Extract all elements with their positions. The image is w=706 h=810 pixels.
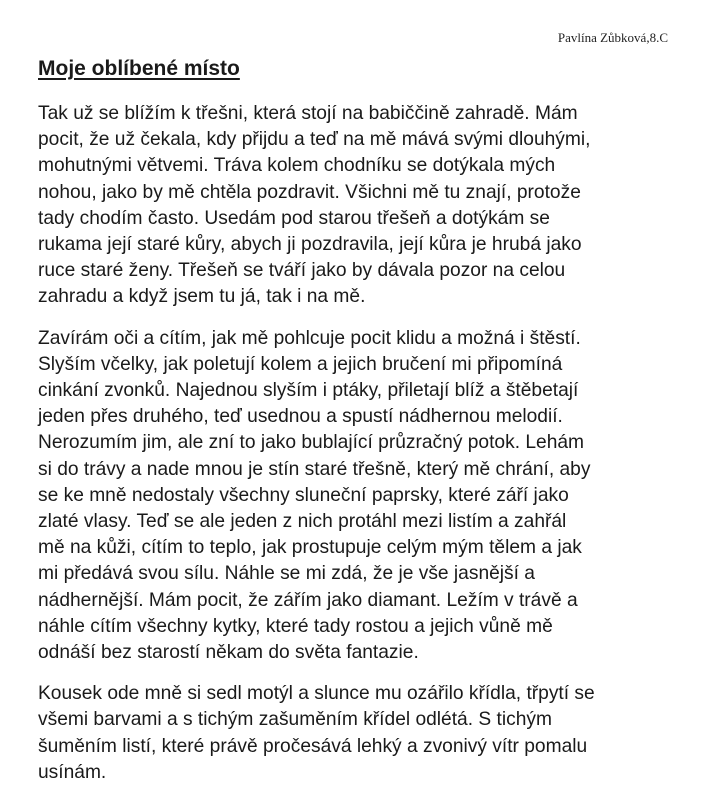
text-line: usínám.: [38, 761, 107, 783]
text-line: Kousek ode mně si sedl motýl a slunce mu ozářilo křídla, třpytí se: [38, 683, 595, 705]
text-line: si do trávy a nade mnou je stín staré třešně, který mě chrání, aby: [38, 458, 591, 480]
text-line: rukama její staré kůry, abych ji pozdravila, její kůra je hrubá jako: [38, 234, 582, 256]
text-line: mi předává svou sílu. Náhle se mi zdá, že je vše jasnější a: [38, 563, 535, 585]
text-line: cinkání zvonků. Najednou slyším i ptáky, přiletají blíž a štěbetají: [38, 380, 579, 402]
text-line: nohou, jako by mě chtěla pozdravit. Všichni mě tu znají, protože: [38, 181, 581, 203]
text-line: nádhernější. Mám pocit, že zářím jako diamant. Ležím v trávě a: [38, 589, 578, 611]
text-line: Slyším včelky, jak poletují kolem a jejich bručení mi připomíná: [38, 353, 563, 375]
text-line: tady chodím často. Usedám pod starou třešeň a dotýkám se: [38, 207, 550, 229]
text-line: mohutnými větvemi. Tráva kolem chodníku se dotýkala mých: [38, 155, 556, 177]
text-line: odnáší bez starostí někam do světa fantazie.: [38, 642, 419, 664]
paragraph-1: [38, 101, 688, 311]
text-line: náhle cítím všechny kytky, které tady rostou a jejich vůně mě: [38, 615, 553, 637]
text-line: Nerozumím jim, ale zní to jako bublající průzračný potok. Lehám: [38, 432, 585, 454]
text-line: mě na kůži, cítím to teplo, jak prostupuje celým mým tělem a jak: [38, 537, 582, 559]
text-line: Zavírám oči a cítím, jak mě pohlcuje pocit klidu a možná i štěstí.: [38, 327, 581, 349]
text-line: Tak už se blížím k třešni, která stojí na babiččině zahradě. Mám: [38, 103, 578, 124]
text-line: zlaté vlasy. Teď se ale jeden z nich protáhl mezi listím a zahřál: [38, 511, 567, 533]
author-name: Pavlína Zůbková,8.C: [557, 30, 668, 45]
text-line: ruce staré ženy. Třešeň se tváří jako by dávala pozor na celou: [38, 260, 566, 282]
paragraph-3: [38, 681, 688, 786]
text-line: jeden přes druhého, teď usednou a spustí nádhernou melodií.: [38, 406, 563, 428]
text-line: pocit, že už čekala, kdy přijdu a teď na mě mává svými dlouhými,: [38, 129, 591, 151]
essay-title: Moje oblíbené místo: [38, 57, 240, 80]
text-line: zahradu a když jsem tu já, tak i na mě.: [38, 286, 366, 308]
essay-body: [38, 101, 688, 801]
paragraph-2: [38, 326, 688, 667]
text-line: všemi barvami a s tichým zašuměním křídel odlétá. S tichým: [38, 709, 552, 731]
text-line: šuměním listí, které právě pročesává lehký a zvonivý vítr pomalu: [38, 735, 588, 757]
text-line: se ke mně nedostaly všechny sluneční paprsky, které září jako: [38, 484, 569, 506]
